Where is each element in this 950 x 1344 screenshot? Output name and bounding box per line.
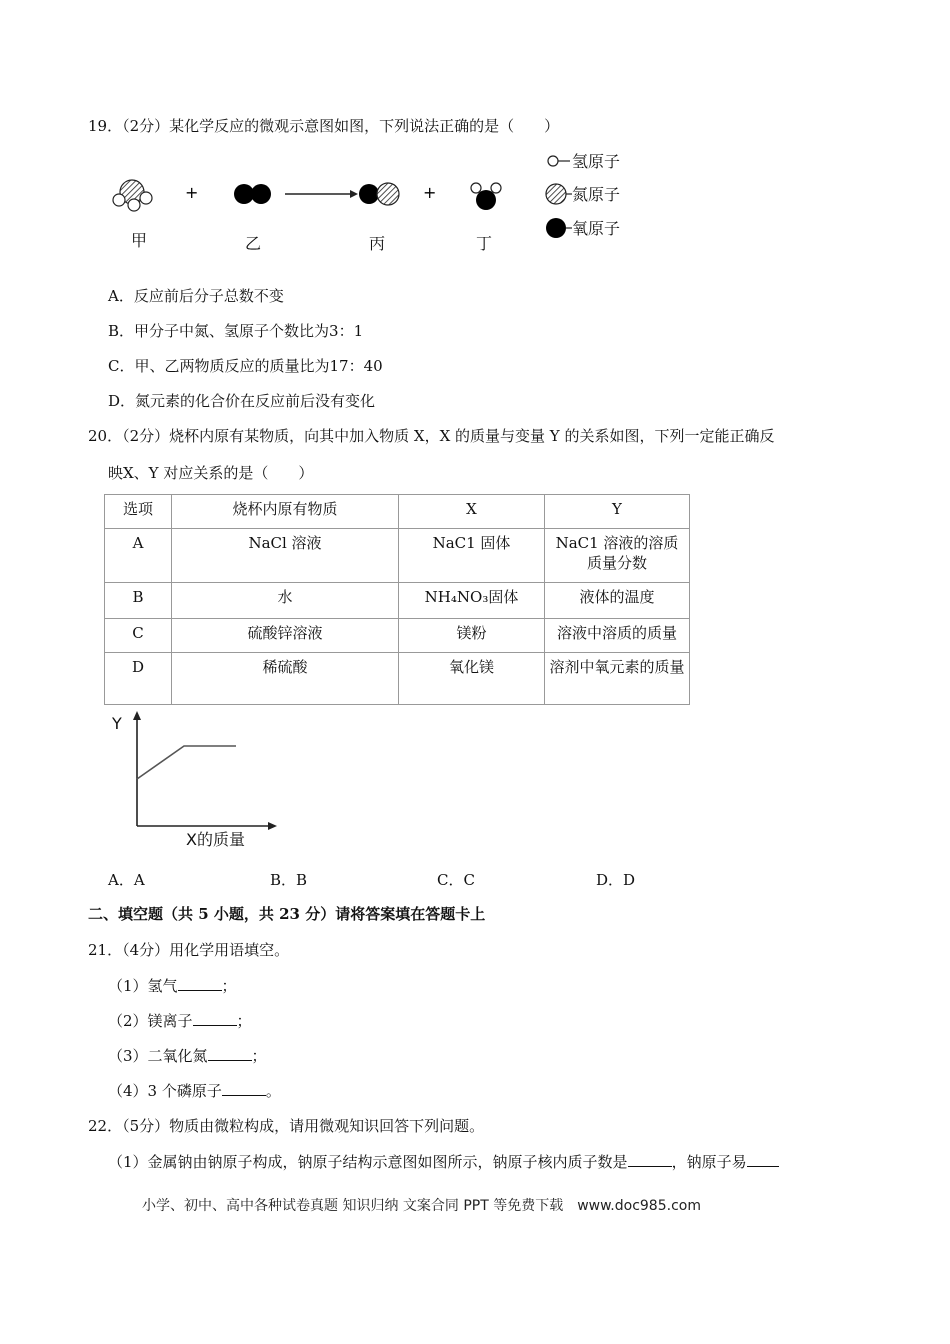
q19-option-b: B．甲分子中氮、氢原子个数比为3：1 [108,322,364,340]
table-cell: 硫酸锌溶液 [172,619,399,653]
table-cell: NaCl 溶液 [172,529,399,583]
table-row [105,529,690,583]
graph-y-label: Y [112,714,122,733]
q19-stem: 19．（2分）某化学反应的微观示意图如图，下列说法正确的是（ ） [88,117,560,135]
label-jia: 甲 [131,231,148,250]
molecule-jia [113,180,152,211]
q19-option-d: D．氮元素的化合价在反应前后没有变化 [108,392,376,410]
table-cell: 镁粉 [399,619,545,653]
table-cell: 水 [172,583,399,619]
table-header: 选项 [105,495,172,529]
q20-choice-d: D．D [596,871,636,889]
label-ding: 丁 [476,234,493,253]
q21-item-text: （3）二氧化氮 [108,1047,208,1065]
q21-stem: 21．（4分）用化学用语填空。 [88,941,290,959]
table-cell: 液体的温度 [545,583,690,619]
table-cell: 稀硫酸 [172,653,399,705]
q21-item: （1）氢气 ； [108,977,237,995]
molecule-ding [471,183,501,210]
table-cell: D [105,653,172,705]
q21-item-text: （2）镁离子 [108,1012,193,1030]
table-cell: NaC1 固体 [399,529,545,583]
table-cell: NH₄NO₃固体 [399,583,545,619]
table-cell: 溶液中溶质的质量 [545,619,690,653]
answer-blank[interactable] [747,1152,779,1167]
label-yi: 乙 [245,234,262,253]
molecule-yi [234,184,271,204]
q20-table [104,494,690,705]
table-cell: B [105,583,172,619]
q19-option-a: A．反应前后分子总数不变 [108,287,284,305]
q21-item: （2）镁离子 ； [108,1012,252,1030]
table-cell: A [105,529,172,583]
q21-item: （3）二氧化氮 ； [108,1047,267,1065]
section-title: 二、填空题（共 5 小题，共 23 分）请将答案填在答题卡上 [88,905,486,923]
table-cell: C [105,619,172,653]
q20-choice-a: A．A [108,871,145,889]
q20-stem-line1: 20．（2分）烧杯内原有某物质，向其中加入物质 X，X 的质量与变量 Y 的关系如图，下列一定能正确反 [88,427,775,445]
legend-nitrogen: 氮原子 [572,185,621,204]
q22-stem: 22．（5分）物质由微粒构成，请用微观知识回答下列问题。 [88,1117,485,1135]
table-row [105,653,690,705]
legend-oxygen: 氧原子 [572,219,621,238]
answer-blank[interactable] [222,1081,266,1096]
table-header-row [105,495,690,529]
answer-blank[interactable] [178,976,222,991]
q20-choice-c: C．C [437,871,475,889]
legend-hydrogen: 氢原子 [572,152,621,171]
answer-blank[interactable] [193,1011,237,1026]
q20-stem-line2: 映X、Y 对应关系的是（ ） [108,464,314,482]
table-header: Y [545,495,690,529]
q21-item: （4）3 个磷原子 。 [108,1082,281,1100]
plus-sign: + [423,183,437,202]
table-row [105,583,690,619]
table-cell: 氧化镁 [399,653,545,705]
label-bing: 丙 [369,234,386,253]
table-header: X [399,495,545,529]
legend [546,156,572,238]
q20-choice-b: B．B [270,871,308,889]
table-header: 烧杯内原有物质 [172,495,399,529]
plus-sign: + [185,183,199,202]
table-row [105,619,690,653]
answer-blank[interactable] [628,1152,672,1167]
answer-blank[interactable] [208,1046,252,1061]
molecule-bing [359,183,399,205]
graph-line [137,746,236,779]
table-cell: 溶剂中氧元素的质量 [545,653,690,705]
q21-item-text: （4）3 个磷原子 [108,1082,222,1100]
q21-item-text: （1）氢气 [108,977,178,995]
table-cell: NaC1 溶液的溶质质量分数 [545,529,690,583]
q22-item1: （1）金属钠由钠原子构成，钠原子结构示意图如图所示，钠原子核内质子数是 ，钠原子易 [108,1152,779,1172]
page-footer: 小学、初中、高中各种试卷真题 知识归纳 文案合同 PPT 等免费下载 www.doc985.com [142,1198,701,1214]
q19-option-c: C．甲、乙两物质反应的质量比为17：40 [108,357,383,375]
graph-x-label: X的质量 [186,830,245,849]
